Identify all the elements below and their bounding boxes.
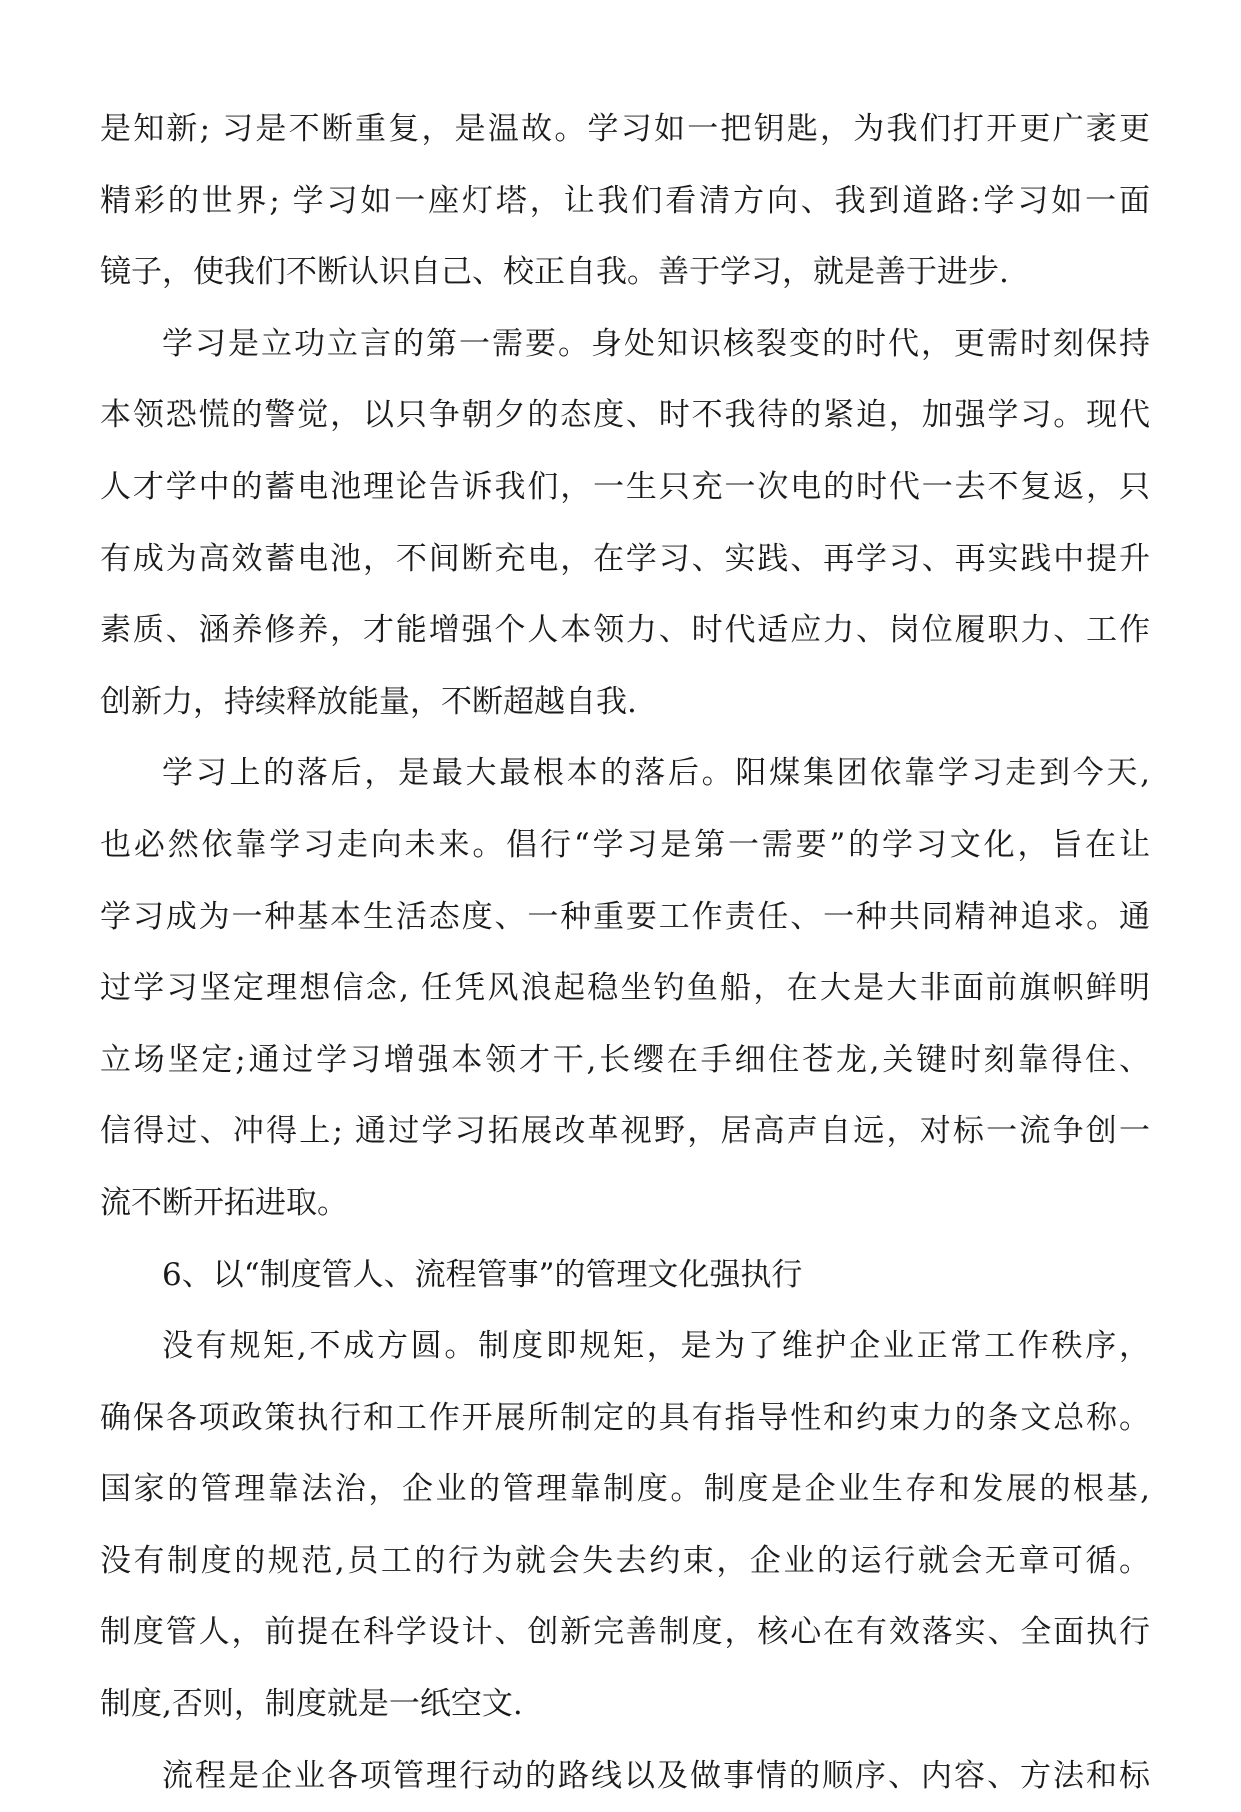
text-line: 是知新; 习是不断重复，是温故。学习如一把钥匙，为我们打开更广袤更 (100, 111, 1150, 147)
text-line: 6、以“制度管人、流程管事”的管理文化强执行 (162, 1256, 803, 1293)
text-line: 本领恐慌的警觉，以只争朝夕的态度、时不我待的紧迫，加强学习。现代 (100, 397, 1150, 434)
text-line: 精彩的世界; 学习如一座灯塔，让我们看清方向、我到道路:学习如一面 (100, 182, 1150, 219)
text-line: 没有制度的规范,员工的行为就会失去约束，企业的运行就会无章可循。 (100, 1542, 1150, 1579)
text-line: 学习是立功立言的第一需要。身处知识核裂变的时代，更需时刻保持 (162, 325, 1150, 362)
text-line: 信得过、冲得上; 通过学习拓展改革视野，居高声自远，对标一流争创一 (100, 1113, 1150, 1150)
text-line: 立场坚定;通过学习增强本领才干,长缨在手细住苍龙,关键时刻靠得住、 (100, 1041, 1150, 1078)
text-line: 国家的管理靠法治，企业的管理靠制度。制度是企业生存和发展的根基, (100, 1471, 1150, 1508)
text-line: 人才学中的蓄电池理论告诉我们，一生只充一次电的时代一去不复返，只 (100, 468, 1150, 505)
body-text (100, 94, 1150, 1812)
text-line: 制度,否则，制度就是一纸空文. (100, 1686, 523, 1723)
text-line: 镜子，使我们不断认识自己、校正自我。善于学习，就是善于进步. (100, 254, 1009, 291)
text-line: 过学习坚定理想信念, 任凭风浪起稳坐钓鱼船，在大是大非面前旗帜鲜明 (100, 970, 1150, 1007)
text-line: 学习上的落后，是最大最根本的落后。阳煤集团依靠学习走到今天, (162, 755, 1150, 792)
text-line: 有成为高效蓄电池，不间断充电，在学习、实践、再学习、再实践中提升 (100, 540, 1150, 577)
text-line: 制度管人，前提在科学设计、创新完善制度，核心在有效落实、全面执行 (100, 1614, 1150, 1651)
text-line: 素质、涵养修养，才能增强个人本领力、时代适应力、岗位履职力、工作 (100, 612, 1150, 649)
text-line: 学习成为一种基本生活态度、一种重要工作责任、一种共同精神追求。通 (100, 898, 1150, 935)
text-line: 流程是企业各项管理行动的路线以及做事情的顺序、内容、方法和标 (162, 1757, 1150, 1794)
text-line: 也必然依靠学习走向未来。倡行“学习是第一需要”的学习文化，旨在让 (100, 826, 1150, 863)
text-line: 流不断开拓进取。 (100, 1184, 348, 1221)
text-line: 没有规矩,不成方圆。制度即规矩，是为了维护企业正常工作秩序， (162, 1328, 1150, 1365)
text-line: 确保各项政策执行和工作开展所制定的具有指导性和约束力的条文总称。 (100, 1399, 1150, 1436)
text-line: 创新力，持续释放能量，不断超越自我. (100, 683, 637, 720)
